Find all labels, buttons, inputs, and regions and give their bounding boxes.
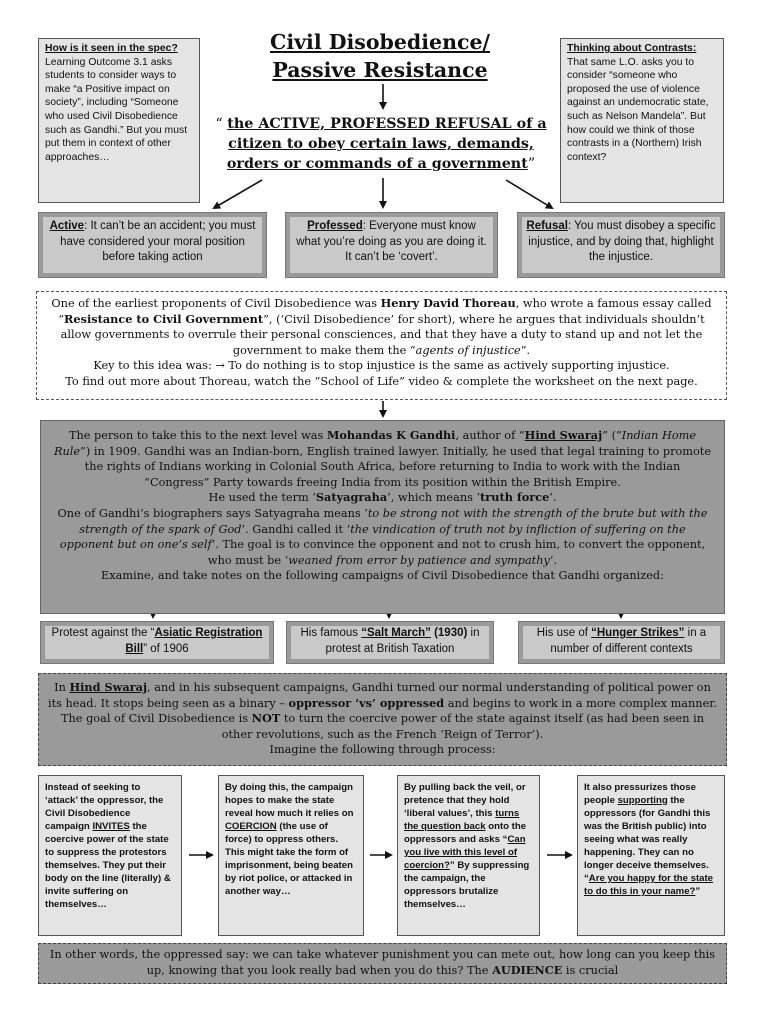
- gandhi-term-a: He used the term ‘: [208, 491, 316, 505]
- process-2-text-b: (the use of force) to oppress others. This might take the form of imprisonment, being beaten by riot police, or attacked in another way…: [225, 821, 353, 897]
- contrast-heading: Thinking about Contrasts:: [567, 43, 697, 54]
- term-active-text: : It can’t be an accident; you must have considered your moral position before taking action: [60, 220, 256, 263]
- swaraj-text-a: In: [54, 681, 70, 694]
- process-step-4: [577, 775, 725, 936]
- process-3-underline: turns the question back: [404, 808, 520, 832]
- gandhi-term: Satyagraha: [315, 490, 388, 505]
- contrast-info-box: [560, 38, 724, 203]
- term-box-active: [38, 212, 267, 278]
- term-refusal: Refusal: [526, 220, 568, 232]
- gandhi-text-c: ” (“: [602, 429, 622, 442]
- thoreau-section: [36, 291, 727, 400]
- process-3-text-b: onto the oppressors and asks “: [404, 821, 527, 845]
- thoreau-essay: Resistance to Civil Government: [64, 311, 264, 326]
- process-1-underline: INVITES: [92, 821, 130, 832]
- closing-text-a: In other words, the oppressed say: we can take whatever punishment you can mete out, how long can you keep this up, knowing that you look really bad when you do this? The: [49, 948, 716, 977]
- process-2-underline: COERCION: [225, 821, 277, 832]
- campaign-3-text-b: in a number of different contexts: [550, 627, 707, 655]
- definition: [212, 114, 550, 174]
- swaraj-text-d: to turn the coercive power of the state against itself (as had been seen in other revolutions, such as the French ‘Reign of Terror’).: [221, 712, 704, 741]
- campaign-2-text-a: His famous: [300, 627, 362, 639]
- campaign-1-name: Asiatic Registration Bill: [125, 627, 263, 655]
- process-4-text-c: ”: [695, 886, 701, 897]
- process-1-text-b: the coercive power of the state to suppress the protestors themselves. They put their body on the line (literally) & invite suffering on themselves…: [45, 821, 171, 910]
- thoreau-name: Henry David Thoreau: [380, 296, 516, 310]
- gandhi-bio-quote-3: weaned from error by patience and sympathy: [288, 553, 550, 567]
- hind-swaraj-section: [38, 673, 727, 766]
- campaign-box-salt-march: [286, 621, 494, 664]
- process-3-text-c: ” By suppressing the campaign, the oppressors brutalize themselves…: [404, 860, 530, 910]
- campaign-3-text-a: His use of: [536, 627, 592, 639]
- campaign-1-text-a: Protest against the “: [51, 627, 155, 639]
- thoreau-paragraph-3: To find out more about Thoreau, watch the “School of Life” video & complete the worksheet on the next page.: [65, 374, 698, 388]
- gandhi-text-d: ”) in 1909. Gandhi was an Indian-born, English trained lawyer. Initially, he used that legal training to promote the rights of Indians working in Colonial South Africa, before returning to India to work with the Indian “Congress” Party towards freeing India from its position within the British Empire.: [80, 444, 712, 489]
- campaign-2-name: “Salt March”: [361, 627, 431, 639]
- term-professed-text: : Everyone must know what you’re doing as you are doing it. It can’t be ‘covert’.: [296, 220, 487, 263]
- thoreau-text-a: One of the earliest proponents of Civil Disobedience was: [51, 297, 381, 310]
- term-active: Active: [49, 220, 85, 232]
- term-refusal-text: : You must disobey a specific injustice, and by doing that, highlight the injustice.: [528, 220, 716, 263]
- swaraj-paragraph: [47, 680, 718, 742]
- campaign-2-text-b: in protest at British Taxation: [325, 627, 480, 655]
- process-step-3: [397, 775, 540, 936]
- process-1-text-a: Instead of seeking to ‘attack’ the oppressor, the Civil Disobedience campaign: [45, 782, 164, 832]
- swaraj-imagine: Imagine the following through process:: [269, 743, 496, 757]
- swaraj-text-b: , and in his subsequent campaigns, Gandhi turned our normal understanding of political power on its head. It stops being seen as a binary –: [47, 681, 711, 710]
- closing-audience: AUDIENCE: [492, 962, 563, 977]
- gandhi-book-translation: Indian Home Rule: [53, 429, 697, 458]
- gandhi-text-b: , author of “: [455, 429, 525, 442]
- gandhi-bio-quote: to be strong not with the strength of the brute but with the strength of the spark of God: [79, 506, 708, 536]
- swaraj-binary: oppressor ‘vs’ oppressed: [288, 695, 445, 710]
- process-step-1: [38, 775, 182, 936]
- gandhi-paragraph-2: [51, 490, 714, 506]
- swaraj-not: NOT: [251, 711, 281, 726]
- page-title: [200, 28, 560, 84]
- gandhi-bio-b: ’. Gandhi called it ‘: [241, 522, 351, 536]
- arrow-def-to-refusal: [506, 180, 552, 208]
- process-4-underline-2: Are you happy for the state to do this in your name?: [584, 873, 714, 897]
- definition-text: the ACTIVE, PROFESSED REFUSAL of a citizen to obey certain laws, demands, orders or commands of a government: [226, 116, 547, 172]
- thoreau-text-b: , who wrote a famous essay called “: [58, 297, 712, 326]
- thoreau-text-d: ”.: [520, 343, 531, 357]
- process-4-text-b: the oppressors (for Gandhi this was the British public) into seeing what was really happening. They can no longer deceive themselves. “: [584, 795, 711, 884]
- gandhi-text-a: The person to take this to the next level was: [68, 429, 327, 442]
- gandhi-bio-quote-2: the vindication of truth not by infliction of suffering on the opponent but on one’s self: [59, 522, 686, 552]
- term-box-refusal: [517, 212, 725, 278]
- campaign-1-text-b: ” of 1906: [143, 642, 189, 655]
- process-4-text-a: It also pressurizes those people: [584, 782, 696, 806]
- process-4-underline: supporting: [617, 795, 668, 806]
- process-3-underline-2: Can you live with this level of coercion?: [404, 834, 526, 871]
- process-2-text-a: By doing this, the campaign hopes to make the state reveal how much it relies on: [225, 782, 354, 819]
- campaign-box-asiatic-registration: [40, 621, 274, 664]
- campaign-box-hunger-strikes: [518, 621, 725, 664]
- gandhi-term-b: ’, which means ‘: [387, 491, 481, 505]
- closing-section: [38, 943, 727, 984]
- thoreau-paragraph-2: Key to this idea was: → To do nothing is to stop injustice is the same as actively supporting injustice.: [93, 359, 670, 373]
- spec-info-box: [38, 38, 200, 203]
- gandhi-bio-d: ’.: [549, 553, 558, 567]
- gandhi-term-meaning: truth force: [480, 490, 550, 505]
- thoreau-paragraph-1: [47, 296, 716, 358]
- term-professed: Professed: [307, 220, 363, 232]
- gandhi-paragraph-3: [51, 506, 714, 568]
- campaign-3-name: “Hunger Strikes”: [591, 627, 685, 639]
- gandhi-section: [40, 420, 725, 614]
- spec-body: Learning Outcome 3.1 asks students to consider ways to make “a Positive impact on society”, including “Someone who used Civil Disobedience such as Gandhi.” But you must put them in context of other approaches…: [45, 56, 188, 163]
- contrast-body: That same L.O. asks you to consider “someone who proposed the use of violence against an undemocratic state, such as Nelson Mandela”. But how could we think of those contrasts in a (Northern) Irish context?: [567, 56, 709, 163]
- title-line-2: Passive Resistance: [272, 58, 488, 82]
- process-step-2: [218, 775, 364, 936]
- thoreau-text-c: ”, (‘Civil Disobedience’ for short), where he argues that individuals shouldn’t allow governments to overrule their personal consciences, and that they have a duty to stand up and not let the government to make them the “: [60, 312, 705, 357]
- process-3-text-a: By pulling back the veil, or pretence that they hold ‘liberal values’, this: [404, 782, 526, 819]
- swaraj-text-c: and begins to work in a more complex manner. The goal of Civil Disobedience is: [60, 696, 718, 726]
- arrow-def-to-active: [214, 180, 262, 208]
- gandhi-bio-c: ’. The goal is to convince the opponent and not to crush him, to convert the opponent, who must be ‘: [207, 538, 706, 567]
- title-line-1: Civil Disobedience/: [270, 30, 490, 54]
- gandhi-paragraph-1: [51, 428, 714, 490]
- campaign-2-year: (1930): [430, 627, 468, 639]
- thoreau-quote: agents of injustice: [415, 343, 521, 357]
- definition-close-quote: ”: [527, 156, 536, 172]
- gandhi-term-c: ’.: [549, 491, 557, 505]
- gandhi-bio-a: One of Gandhi’s biographers says Satyagraha means ‘: [57, 506, 368, 520]
- term-box-professed: [285, 212, 498, 278]
- closing-text-c: is crucial: [562, 963, 619, 977]
- swaraj-book: Hind Swaraj: [69, 680, 148, 694]
- gandhi-instruction: Examine, and take notes on the following campaigns of Civil Disobedience that Gandhi organized:: [101, 569, 664, 583]
- gandhi-book: Hind Swaraj: [524, 428, 603, 442]
- spec-heading: How is it seen in the spec?: [45, 43, 178, 54]
- definition-open-quote: “: [215, 116, 223, 132]
- gandhi-name: Mohandas K Gandhi: [326, 428, 456, 442]
